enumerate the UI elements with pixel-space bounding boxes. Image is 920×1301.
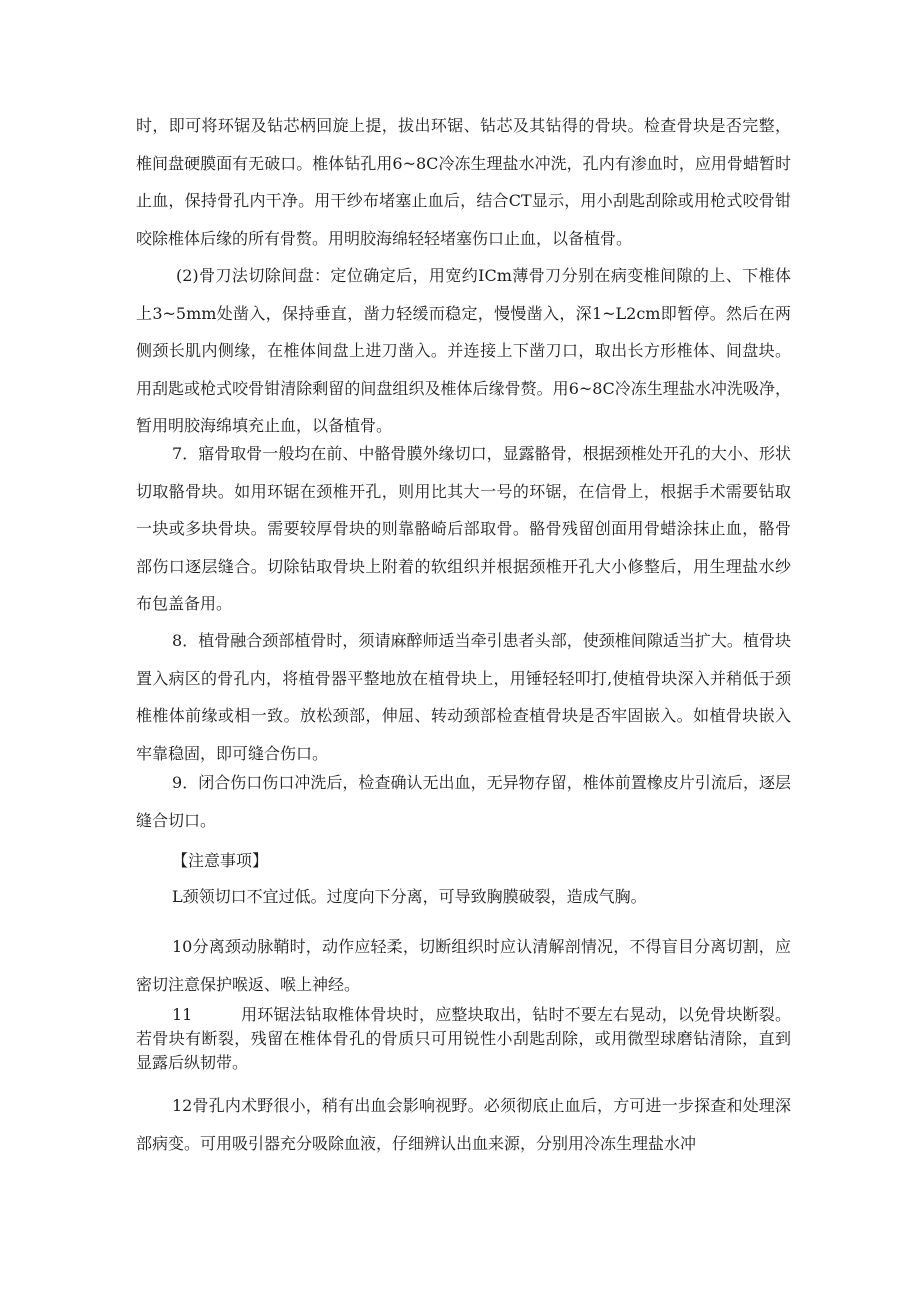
paragraph-step-8-graft-fusion: 8．植骨融合颈部植骨时，须请麻醉师适当牵引患者头部，使颈椎间隙适当扩大。植骨块置入病区的骨孔内，将植骨器平整地放在植骨块上，用锤轻轻叩打,使植骨块深入并稍低于颈椎椎体前缘或相一致。放松颈部，伸屈、转动颈部检查植骨块是否牢固嵌入。如植骨块嵌入牢靠稳固，即可缝合伤口。	[136, 631, 791, 763]
paragraph-osteotome-discectomy: (2)骨刀法切除间盘：定位确定后，用宽约ICm薄骨刀分别在病变椎间隙的上、下椎体上3~5mm处凿入，保持垂直，凿力轻缓而稳定，慢慢凿入，深1~L2cm即暂停。然后在两侧颈长肌内侧缘，在椎体间盘上进刀凿入。并连接上下凿刀口，取出长方形椎体、间盘块。用刮匙或枪式咬骨钳清除剩留的间盘组织及椎体后缘骨赘。用6~8C冷冻生理盐水冲洗吸净，暂用明胶海绵填充止血，以备植骨。	[136, 266, 791, 435]
paragraph-note-10: 10分离颈动脉鞘时，动作应轻柔，切断组织时应认清解剖情况，不得盲目分离切割，应密切注意保护喉返、喉上神经。	[136, 937, 791, 994]
section-heading-precautions: 【注意事项】	[172, 851, 269, 870]
paragraph-note-12: 12骨孔内术野很小，稍有出血会影响视野。必须彻底止血后，方可进一步探查和处理深部病变。可用吸引器充分吸除血液，仔细辨认出血来源，分别用冷冻生理盐水冲	[136, 1096, 791, 1153]
paragraph-step-9-closure: 9．闭合伤口伤口冲洗后，检查确认无出血，无异物存留，椎体前置橡皮片引流后，逐层缝合切口。	[136, 773, 791, 830]
paragraph-note-1: L颈领切口不宜过低。过度向下分离，可导致胸膜破裂，造成气胸。	[172, 887, 647, 906]
paragraph-step-7-bone-graft-harvest: 7．寤骨取骨一般均在前、中骼骨膜外缘切口，显露骼骨，根据颈椎处开孔的大小、形状切取骼骨块。如用环锯在颈椎开孔，则用比其大一号的环锯，在信骨上，根据手术需要钻取一块或多块骨块。需要较厚骨块的则靠骼崎后部取骨。骼骨残留创面用骨蜡涂抹止血，骼骨部伤口逐层缝合。切除钻取骨块上附着的软组织并根据颈椎开孔大小修整后，用生理盐水纱布包盖备用。	[136, 444, 791, 613]
paragraph-continuation: 时，即可将环锯及钻芯柄回旋上提，拔出环锯、钻芯及其钻得的骨块。检查骨块是否完整，椎间盘硬膜面有无破口。椎体钻孔用6~8C冷冻生理盐水冲洗，孔内有渗血时，应用骨蜡暂时止血，保持骨孔内干净。用干纱布堵塞止血后，结合CT显示，用小刮匙刮除或用枪式咬骨钳咬除椎体后缘的所有骨赘。用明胶海绵轻轻堵塞伤口止血，以备植骨。	[136, 116, 791, 248]
paragraph-note-11: 11 用环锯法钻取椎体骨块时，应整块取出，钻时不要左右晃动，以免骨块断裂。若骨块有断裂，残留在椎体骨孔的骨质只可用锐性小刮匙刮除，或用微型球磨钻清除，直到显露后纵韧带。	[136, 1005, 791, 1072]
